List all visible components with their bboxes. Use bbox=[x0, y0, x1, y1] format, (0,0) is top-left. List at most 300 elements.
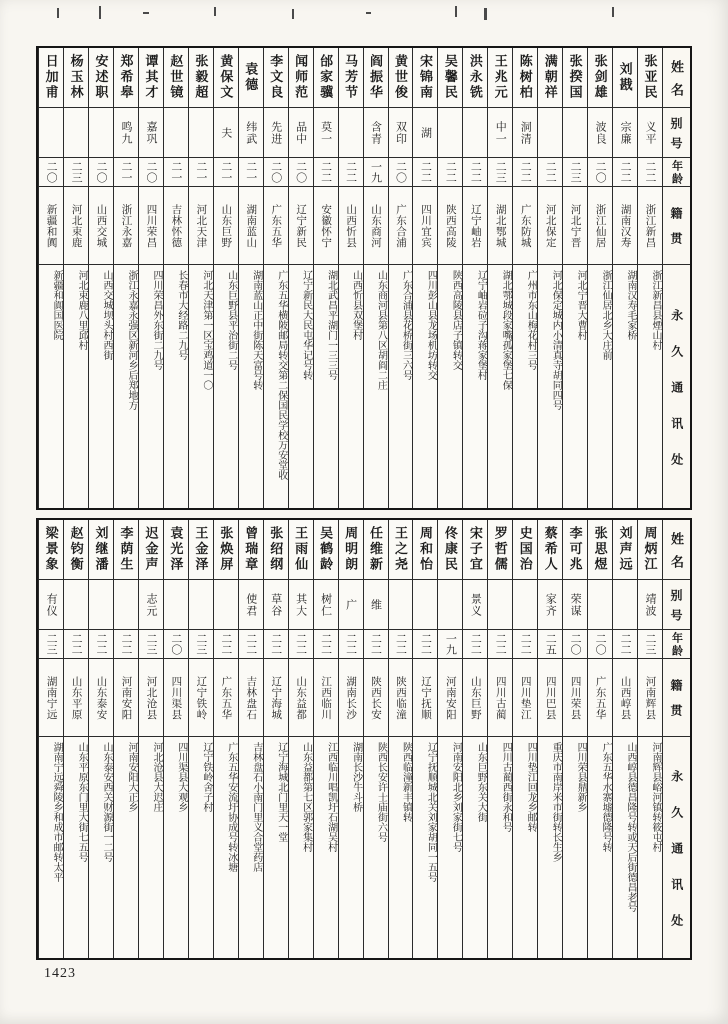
entry-column bbox=[188, 520, 213, 958]
address-cell: 河北束鹿八里邱村 bbox=[76, 270, 88, 350]
origin-cell: 山东益都 bbox=[289, 659, 313, 737]
origin-cell: 江西临川 bbox=[314, 659, 338, 737]
age-cell: 二三 bbox=[39, 630, 63, 659]
age-cell: 二二 bbox=[314, 630, 338, 659]
scan-artifact bbox=[143, 12, 149, 14]
age-cell: 二一 bbox=[164, 158, 188, 187]
name-cell: 黄保文 bbox=[214, 48, 238, 108]
header-cell-addr: 永久通讯处 bbox=[669, 769, 684, 950]
name-cell: 周炳江 bbox=[638, 520, 662, 580]
name-cell: 刘声远 bbox=[613, 520, 637, 580]
origin-cell: 四川巴县 bbox=[538, 659, 562, 737]
entry-column bbox=[63, 48, 88, 508]
age-cell: 二二 bbox=[463, 630, 487, 659]
name-cell: 曾瑞章 bbox=[239, 520, 263, 580]
entry-column bbox=[38, 48, 63, 508]
address-cell: 山西忻县双堡村 bbox=[350, 270, 362, 340]
name-cell: 王兆元 bbox=[488, 48, 512, 108]
origin-cell: 辽宁海城 bbox=[264, 659, 288, 737]
age-cell: 二二 bbox=[239, 630, 263, 659]
alias-cell: 洞清 bbox=[513, 108, 537, 158]
alias-cell: 纬武 bbox=[239, 108, 263, 158]
age-cell: 二三 bbox=[64, 158, 88, 187]
address-cell: 四川古蔺西街永和号 bbox=[500, 742, 512, 832]
alias-cell: 靖波 bbox=[638, 580, 662, 630]
alias-cell bbox=[164, 108, 188, 158]
entry-column bbox=[163, 48, 188, 508]
origin-cell: 河南安阳 bbox=[438, 659, 462, 737]
origin-cell: 河南安阳 bbox=[114, 659, 138, 737]
age-cell: 二一 bbox=[189, 158, 213, 187]
alias-cell: 草谷 bbox=[264, 580, 288, 630]
alias-cell bbox=[339, 108, 363, 158]
name-cell: 张思煜 bbox=[588, 520, 612, 580]
origin-cell: 河北宁晋 bbox=[563, 187, 587, 265]
alias-cell bbox=[563, 108, 587, 158]
alias-cell: 夫 bbox=[214, 108, 238, 158]
alias-cell bbox=[114, 580, 138, 630]
header-cell-addr: 永久通讯处 bbox=[669, 308, 684, 489]
age-cell: 二三 bbox=[563, 158, 587, 187]
alias-cell: 志元 bbox=[139, 580, 163, 630]
alias-cell: 树仁 bbox=[314, 580, 338, 630]
name-cell: 袁德 bbox=[239, 48, 263, 108]
scan-artifact bbox=[292, 9, 294, 19]
origin-cell: 四川荣昌 bbox=[139, 187, 163, 265]
entry-column bbox=[113, 48, 138, 508]
address-cell: 河南安阳北乡刘家街七号 bbox=[450, 742, 462, 852]
name-cell: 李荫生 bbox=[114, 520, 138, 580]
name-cell: 陈树柏 bbox=[513, 48, 537, 108]
name-cell: 周明朗 bbox=[339, 520, 363, 580]
age-cell: 二三 bbox=[638, 630, 662, 659]
header-cell-origin: 籍贯 bbox=[663, 659, 690, 737]
entry-column bbox=[288, 520, 313, 958]
address-cell: 浙江新昌县煙山村 bbox=[650, 270, 661, 350]
header-cell-name: 姓名 bbox=[663, 520, 690, 580]
entry-column bbox=[462, 48, 487, 508]
name-cell: 佟康民 bbox=[438, 520, 462, 580]
name-cell: 史国治 bbox=[513, 520, 537, 580]
name-cell: 王金泽 bbox=[189, 520, 213, 580]
alias-cell bbox=[214, 580, 238, 630]
header-cell-alias: 别号 bbox=[663, 108, 690, 158]
entry-column bbox=[313, 520, 338, 958]
alias-cell bbox=[488, 580, 512, 630]
name-cell: 赵钧衡 bbox=[64, 520, 88, 580]
entry-column bbox=[412, 520, 437, 958]
alias-cell bbox=[588, 580, 612, 630]
origin-cell: 河北保定 bbox=[538, 187, 562, 265]
alias-cell: 鸣九 bbox=[114, 108, 138, 158]
origin-cell: 湖南宁远 bbox=[39, 659, 63, 737]
entry-column bbox=[587, 520, 612, 958]
name-cell: 宋锦南 bbox=[413, 48, 437, 108]
address-cell: 山西交城坝头村西街 bbox=[101, 270, 113, 360]
age-cell: 二〇 bbox=[139, 158, 163, 187]
entry-column bbox=[338, 520, 363, 958]
alias-cell bbox=[438, 108, 462, 158]
address-cell: 陕西临潼新丰镇转 bbox=[400, 742, 412, 822]
entry-column bbox=[63, 520, 88, 958]
entry-column bbox=[263, 48, 288, 508]
age-cell: 二二 bbox=[613, 630, 637, 659]
alias-cell: 含青 bbox=[364, 108, 388, 158]
entry-column bbox=[363, 48, 388, 508]
alias-cell: 双印 bbox=[389, 108, 413, 158]
entry-column bbox=[213, 520, 238, 958]
origin-cell: 湖北鄂城 bbox=[488, 187, 512, 265]
origin-cell: 四川古蔺 bbox=[488, 659, 512, 737]
address-cell: 湖南长沙牛斗桥 bbox=[350, 742, 362, 812]
name-cell: 日加甫 bbox=[39, 48, 63, 108]
registry-table-top bbox=[36, 46, 692, 510]
header-cell-age: 年龄 bbox=[663, 158, 690, 187]
age-cell: 二二 bbox=[613, 158, 637, 187]
address-cell: 山东商河县第八区胡阎二庄 bbox=[375, 270, 387, 390]
age-cell: 二二 bbox=[264, 630, 288, 659]
alias-cell: 景义 bbox=[463, 580, 487, 630]
address-cell: 辽宁岫岩砬子沟蒋家堡村 bbox=[475, 270, 487, 380]
address-cell: 辽宁海城北门里天一堂 bbox=[275, 742, 287, 842]
age-cell: 二一 bbox=[214, 158, 238, 187]
origin-cell: 广东五华 bbox=[588, 659, 612, 737]
address-cell: 河北保定城内小清真寺胡同四号 bbox=[550, 270, 562, 410]
entry-column bbox=[512, 48, 537, 508]
origin-cell: 新疆和阗 bbox=[39, 187, 63, 265]
address-cell: 江西临川唱凯圩石湖吴村 bbox=[325, 742, 337, 852]
address-cell: 山东泰安西关财源街一二号 bbox=[101, 742, 113, 862]
address-cell: 辽宁抚顺城北关刘家胡同一五号 bbox=[425, 742, 437, 882]
entry-column bbox=[263, 520, 288, 958]
alias-cell: 家齐 bbox=[538, 580, 562, 630]
alias-cell: 宗廉 bbox=[613, 108, 637, 158]
alias-cell: 湖 bbox=[413, 108, 437, 158]
origin-cell: 四川宜宾 bbox=[413, 187, 437, 265]
origin-cell: 辽宁抚顺 bbox=[413, 659, 437, 737]
age-cell: 二二 bbox=[538, 158, 562, 187]
origin-cell: 浙江新昌 bbox=[638, 187, 662, 265]
age-cell: 二〇 bbox=[164, 630, 188, 659]
origin-cell: 湖南长沙 bbox=[339, 659, 363, 737]
age-cell: 二三 bbox=[139, 630, 163, 659]
origin-cell: 山东平原 bbox=[64, 659, 88, 737]
entry-column bbox=[487, 48, 512, 508]
address-cell: 四川彭山县龙场机坊转交 bbox=[425, 270, 437, 380]
alias-cell: 维 bbox=[364, 580, 388, 630]
name-cell: 袁光泽 bbox=[164, 520, 188, 580]
age-cell: 二二 bbox=[64, 630, 88, 659]
entry-column bbox=[637, 48, 662, 508]
name-cell: 吴馨民 bbox=[438, 48, 462, 108]
address-cell: 山东益都第七区郭家集村 bbox=[300, 742, 312, 852]
address-cell: 浙江永嘉永强区新河乡后郑地方 bbox=[125, 270, 137, 410]
entry-column bbox=[637, 520, 662, 958]
name-cell: 邰家骥 bbox=[314, 48, 338, 108]
entry-column bbox=[88, 48, 113, 508]
name-cell: 阎振华 bbox=[364, 48, 388, 108]
age-cell: 二二 bbox=[438, 158, 462, 187]
age-cell: 一九 bbox=[364, 158, 388, 187]
scan-artifact bbox=[455, 6, 457, 17]
origin-cell: 湖南蓝山 bbox=[239, 187, 263, 265]
name-cell: 任维新 bbox=[364, 520, 388, 580]
name-cell: 张绍纲 bbox=[264, 520, 288, 580]
scan-artifact bbox=[57, 8, 59, 18]
entry-column bbox=[537, 48, 562, 508]
alias-cell: 荣谋 bbox=[563, 580, 587, 630]
alias-cell bbox=[463, 108, 487, 158]
age-cell: 二二 bbox=[488, 630, 512, 659]
origin-cell: 山西交城 bbox=[89, 187, 113, 265]
address-cell: 辽宁新民大民屯华记号转 bbox=[300, 270, 312, 380]
entry-column bbox=[88, 520, 113, 958]
age-cell: 二二 bbox=[413, 630, 437, 659]
entry-column bbox=[363, 520, 388, 958]
entry-column bbox=[138, 520, 163, 958]
address-cell: 山东巨野县平治街二号 bbox=[225, 270, 237, 370]
alias-cell: 波良 bbox=[588, 108, 612, 158]
name-cell: 梁景象 bbox=[39, 520, 63, 580]
address-cell: 湖南蓝山正中街陈天富号转 bbox=[250, 270, 262, 390]
origin-cell: 辽宁铁岭 bbox=[189, 659, 213, 737]
address-cell: 四川垫江回龙乡邮转 bbox=[525, 742, 537, 832]
address-cell: 新疆和阗国医院 bbox=[51, 270, 63, 340]
entry-column bbox=[612, 520, 637, 958]
age-cell: 二二 bbox=[513, 158, 537, 187]
entry-column bbox=[138, 48, 163, 508]
name-cell: 张焕屏 bbox=[214, 520, 238, 580]
age-cell: 二〇 bbox=[588, 630, 612, 659]
address-cell: 四川荣县鼎新乡 bbox=[575, 742, 587, 812]
origin-cell: 四川渠县 bbox=[164, 659, 188, 737]
entry-column bbox=[562, 48, 587, 508]
address-cell: 湖北鄂城段家嘴孤家堡七保 bbox=[500, 270, 512, 390]
address-cell: 广东五华横陂邮局转交第二保国民学校万安堂收 bbox=[275, 270, 287, 480]
origin-cell: 广东合浦 bbox=[389, 187, 413, 265]
address-cell: 湖北武昌平湖门一三三号 bbox=[325, 270, 337, 380]
entry-column bbox=[288, 48, 313, 508]
age-cell: 二〇 bbox=[588, 158, 612, 187]
alias-cell bbox=[64, 108, 88, 158]
entry-column bbox=[388, 520, 413, 958]
header-cell-name: 姓名 bbox=[663, 48, 690, 108]
entry-column bbox=[487, 520, 512, 958]
alias-cell bbox=[189, 108, 213, 158]
name-cell: 李文良 bbox=[264, 48, 288, 108]
name-cell: 闻师范 bbox=[289, 48, 313, 108]
origin-cell: 四川垫江 bbox=[513, 659, 537, 737]
entry-column bbox=[587, 48, 612, 508]
name-cell: 杨玉林 bbox=[64, 48, 88, 108]
alias-cell bbox=[413, 580, 437, 630]
origin-cell: 山西崞县 bbox=[613, 659, 637, 737]
header-cell-alias: 别号 bbox=[663, 580, 690, 630]
age-cell: 二三 bbox=[488, 158, 512, 187]
age-cell: 二二 bbox=[413, 158, 437, 187]
origin-cell: 浙江永嘉 bbox=[114, 187, 138, 265]
header-cell-age: 年龄 bbox=[663, 630, 690, 659]
name-cell: 赵世镜 bbox=[164, 48, 188, 108]
address-cell: 山西崞县德昌隆号转或天后街德昌老号 bbox=[625, 742, 637, 912]
origin-cell: 陕西长安 bbox=[364, 659, 388, 737]
age-cell: 二二 bbox=[513, 630, 537, 659]
entry-column bbox=[163, 520, 188, 958]
header-column bbox=[662, 520, 690, 958]
address-cell: 四川渠县大观乡 bbox=[175, 742, 187, 812]
origin-cell: 四川荣县 bbox=[563, 659, 587, 737]
entry-column bbox=[437, 520, 462, 958]
name-cell: 黄世俊 bbox=[389, 48, 413, 108]
scan-artifact bbox=[366, 12, 371, 14]
name-cell: 郑希皋 bbox=[114, 48, 138, 108]
origin-cell: 山东巨野 bbox=[214, 187, 238, 265]
entry-column bbox=[238, 48, 263, 508]
age-cell: 二二 bbox=[638, 158, 662, 187]
entry-column bbox=[462, 520, 487, 958]
alias-cell bbox=[613, 580, 637, 630]
origin-cell: 陕西临潼 bbox=[389, 659, 413, 737]
name-cell: 迟金声 bbox=[139, 520, 163, 580]
address-cell: 辽宁铁岭舍子村 bbox=[200, 742, 212, 812]
origin-cell: 浙江仙居 bbox=[588, 187, 612, 265]
address-cell: 山东巨野东关大街 bbox=[475, 742, 487, 822]
entry-column bbox=[313, 48, 338, 508]
age-cell: 二三 bbox=[189, 630, 213, 659]
name-cell: 满朝祥 bbox=[538, 48, 562, 108]
address-cell: 长春市大经路二九号 bbox=[175, 270, 187, 360]
scan-artifact bbox=[484, 8, 487, 20]
origin-cell: 广东防城 bbox=[513, 187, 537, 265]
address-cell: 浙江仙居北乡大庄前 bbox=[600, 270, 612, 360]
address-cell: 湖南宁远舜陵乡和成市邮转太平 bbox=[51, 742, 63, 882]
alias-cell bbox=[39, 108, 63, 158]
alias-cell: 品中 bbox=[289, 108, 313, 158]
alias-cell: 使君 bbox=[239, 580, 263, 630]
name-cell: 张毅超 bbox=[189, 48, 213, 108]
age-cell: 二二 bbox=[214, 630, 238, 659]
name-cell: 洪永铣 bbox=[463, 48, 487, 108]
alias-cell bbox=[438, 580, 462, 630]
origin-cell: 陕西高陵 bbox=[438, 187, 462, 265]
alias-cell: 嘉巩 bbox=[139, 108, 163, 158]
age-cell: 二二 bbox=[289, 630, 313, 659]
name-cell: 张揆国 bbox=[563, 48, 587, 108]
scan-artifact bbox=[214, 7, 216, 16]
alias-cell bbox=[538, 108, 562, 158]
origin-cell: 河南辉县 bbox=[638, 659, 662, 737]
entry-column bbox=[388, 48, 413, 508]
address-cell: 河南辉县峪河镇转筱屯村 bbox=[650, 742, 661, 852]
alias-cell bbox=[389, 580, 413, 630]
age-cell: 二二 bbox=[89, 630, 113, 659]
alias-cell: 先进 bbox=[264, 108, 288, 158]
address-cell: 河南安阳大正乡 bbox=[125, 742, 137, 812]
registry-table-bottom bbox=[36, 518, 692, 960]
age-cell: 二一 bbox=[114, 158, 138, 187]
age-cell: 一九 bbox=[438, 630, 462, 659]
entry-column bbox=[437, 48, 462, 508]
entry-column bbox=[188, 48, 213, 508]
origin-cell: 河北沧县 bbox=[139, 659, 163, 737]
address-cell: 广东五华安流圩协成号转冰塘 bbox=[225, 742, 237, 872]
alias-cell: 莫一 bbox=[314, 108, 338, 158]
age-cell: 二〇 bbox=[89, 158, 113, 187]
alias-cell bbox=[513, 580, 537, 630]
age-cell: 二二 bbox=[463, 158, 487, 187]
entry-column bbox=[562, 520, 587, 958]
origin-cell: 广东五华 bbox=[214, 659, 238, 737]
age-cell: 二一 bbox=[239, 158, 263, 187]
alias-cell: 其大 bbox=[289, 580, 313, 630]
header-cell-origin: 籍贯 bbox=[663, 187, 690, 265]
entry-column bbox=[612, 48, 637, 508]
address-cell: 广东五华水寨墟德隆号转 bbox=[600, 742, 612, 852]
entry-column bbox=[113, 520, 138, 958]
address-cell: 陕西长安许士庙街六号 bbox=[375, 742, 387, 842]
age-cell: 二〇 bbox=[389, 158, 413, 187]
origin-cell: 湖南汉寿 bbox=[613, 187, 637, 265]
name-cell: 安述职 bbox=[89, 48, 113, 108]
origin-cell: 辽宁新民 bbox=[289, 187, 313, 265]
name-cell: 刘戡 bbox=[613, 48, 637, 108]
name-cell: 周和怡 bbox=[413, 520, 437, 580]
entry-column bbox=[238, 520, 263, 958]
address-cell: 湖南汉寿毛家桥 bbox=[625, 270, 637, 340]
address-cell: 重庆市南岸米市街转长生乡 bbox=[550, 742, 562, 862]
address-cell: 河北天津第一区宝鸡道一〇 bbox=[200, 270, 212, 390]
origin-cell: 广东五华 bbox=[264, 187, 288, 265]
address-cell: 陕西高陵县店子镇转交 bbox=[450, 270, 462, 370]
origin-cell: 山西忻县 bbox=[339, 187, 363, 265]
age-cell: 二二 bbox=[364, 630, 388, 659]
name-cell: 张剑雄 bbox=[588, 48, 612, 108]
name-cell: 罗哲儒 bbox=[488, 520, 512, 580]
age-cell: 二〇 bbox=[289, 158, 313, 187]
origin-cell: 山东泰安 bbox=[89, 659, 113, 737]
age-cell: 二二 bbox=[339, 158, 363, 187]
address-cell: 广州市东山梅花村三号 bbox=[525, 270, 537, 370]
age-cell: 二〇 bbox=[264, 158, 288, 187]
entry-column bbox=[512, 520, 537, 958]
alias-cell: 广 bbox=[339, 580, 363, 630]
name-cell: 马芳节 bbox=[339, 48, 363, 108]
alias-cell bbox=[64, 580, 88, 630]
alias-cell bbox=[89, 108, 113, 158]
name-cell: 李可兆 bbox=[563, 520, 587, 580]
address-cell: 河北宁晋大曹村 bbox=[575, 270, 587, 340]
alias-cell: 中一 bbox=[488, 108, 512, 158]
name-cell: 吴鹤龄 bbox=[314, 520, 338, 580]
address-cell: 广东合浦县花桥街三六号 bbox=[400, 270, 412, 380]
scan-artifact bbox=[612, 7, 614, 17]
address-cell: 四川荣昌外东街二九号 bbox=[150, 270, 162, 370]
origin-cell: 山东巨野 bbox=[463, 659, 487, 737]
name-cell: 蔡希人 bbox=[538, 520, 562, 580]
origin-cell: 山东商河 bbox=[364, 187, 388, 265]
alias-cell: 义平 bbox=[638, 108, 662, 158]
age-cell: 二〇 bbox=[563, 630, 587, 659]
origin-cell: 吉林盘石 bbox=[239, 659, 263, 737]
address-cell: 吉林盘石小南门里义合堂药店 bbox=[250, 742, 262, 872]
origin-cell: 吉林怀德 bbox=[164, 187, 188, 265]
entry-column bbox=[338, 48, 363, 508]
alias-cell bbox=[89, 580, 113, 630]
header-column bbox=[662, 48, 690, 508]
origin-cell: 安徽怀宁 bbox=[314, 187, 338, 265]
alias-cell bbox=[189, 580, 213, 630]
name-cell: 谭其才 bbox=[139, 48, 163, 108]
